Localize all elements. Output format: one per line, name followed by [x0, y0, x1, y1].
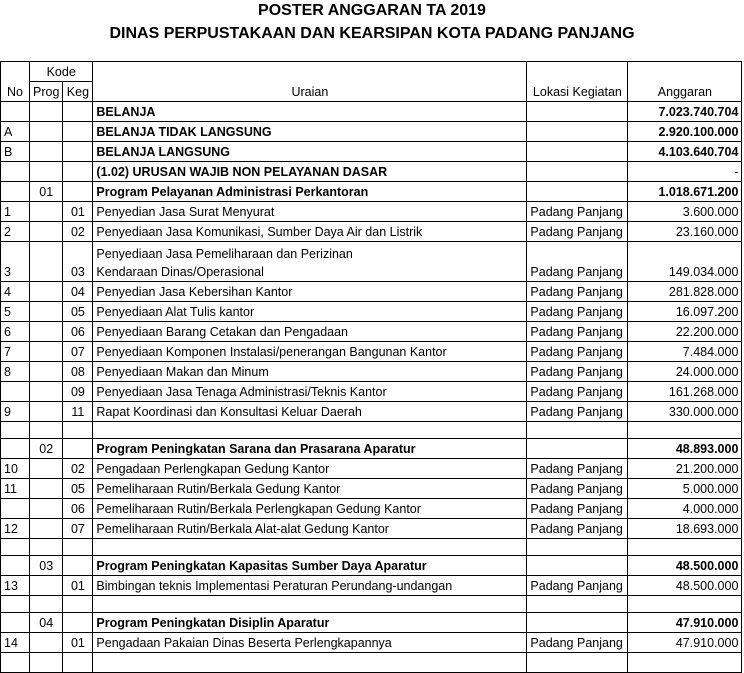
row-keg [63, 439, 93, 459]
program-row [1, 613, 742, 633]
table-row [1, 142, 742, 162]
row-anggaran: 330.000.000 [628, 402, 742, 422]
row-no: 6 [1, 322, 30, 342]
row-keg: 06 [63, 499, 93, 519]
header-uraian: Uraian [93, 62, 527, 102]
row-lokasi [527, 439, 628, 459]
spacer-row [1, 422, 742, 439]
agency-title: DINAS PERPUSTAKAAN DAN KEARSIPAN KOTA PADANG PANJANG [109, 25, 635, 42]
row-prog [30, 222, 63, 242]
header-keg: Keg [63, 82, 93, 102]
table-row [1, 342, 742, 362]
header-no: No [1, 62, 30, 102]
row-no: 12 [1, 519, 30, 539]
row-no: 9 [1, 402, 30, 422]
row-lokasi: Padang Panjang [527, 576, 628, 596]
row-no [1, 382, 30, 402]
row-no: 5 [1, 302, 30, 322]
row-keg [63, 182, 93, 202]
table-row [1, 459, 742, 479]
row-uraian: Penyediaan Makan dan Minum [93, 362, 527, 382]
row-no [1, 613, 30, 633]
table-row [1, 402, 742, 422]
table-row [1, 282, 742, 302]
row-lokasi: Padang Panjang [527, 362, 628, 382]
row-uraian: Penyedian Jasa Surat Menyurat [93, 202, 527, 222]
row-keg: 08 [63, 362, 93, 382]
row-keg: 06 [63, 322, 93, 342]
row-prog: 03 [30, 556, 63, 576]
row-keg: 09 [63, 382, 93, 402]
row-anggaran: 1.018.671.200 [628, 182, 742, 202]
poster-title: POSTER ANGGARAN TA 2019 [258, 2, 486, 19]
row-no: B [1, 142, 30, 162]
row-prog [30, 459, 63, 479]
row-prog [30, 633, 63, 653]
row-no: 10 [1, 459, 30, 479]
header-lokasi: Lokasi Kegiatan [527, 62, 628, 102]
row-prog [30, 576, 63, 596]
row-prog [30, 102, 63, 122]
row-keg: 07 [63, 519, 93, 539]
row-no: 13 [1, 576, 30, 596]
row-prog [30, 342, 63, 362]
row-lokasi: Padang Panjang [527, 242, 628, 282]
row-uraian: BELANJA [93, 102, 527, 122]
row-prog [30, 162, 63, 182]
row-uraian: Program Peningkatan Sarana dan Prasarana Aparatur [93, 439, 527, 459]
row-lokasi [527, 122, 628, 142]
program-row [1, 556, 742, 576]
row-anggaran: 4.000.000 [628, 499, 742, 519]
row-keg [63, 556, 93, 576]
row-no [1, 556, 30, 576]
table-row [1, 162, 742, 182]
row-keg: 05 [63, 302, 93, 322]
table-row [1, 479, 742, 499]
table-row [1, 122, 742, 142]
row-anggaran: 47.910.000 [628, 613, 742, 633]
row-uraian: Pengadaan Perlengkapan Gedung Kantor [93, 459, 527, 479]
row-lokasi: Padang Panjang [527, 302, 628, 322]
row-anggaran: 149.034.000 [628, 242, 742, 282]
row-prog: 02 [30, 439, 63, 459]
row-keg: 01 [63, 633, 93, 653]
row-no [1, 102, 30, 122]
row-anggaran: 3.600.000 [628, 202, 742, 222]
row-prog: 04 [30, 613, 63, 633]
table-row [1, 362, 742, 382]
row-anggaran: 16.097.200 [628, 302, 742, 322]
row-uraian: Program Peningkatan Kapasitas Sumber Daya Aparatur [93, 556, 527, 576]
table-row [1, 202, 742, 222]
row-anggaran: 47.910.000 [628, 633, 742, 653]
row-uraian: Penyediaan Alat Tulis kantor [93, 302, 527, 322]
row-lokasi: Padang Panjang [527, 479, 628, 499]
row-uraian: Program Peningkatan Disiplin Aparatur [93, 613, 527, 633]
row-anggaran: 48.500.000 [628, 576, 742, 596]
row-keg [63, 613, 93, 633]
row-keg [63, 102, 93, 122]
row-uraian: Penyediaan Komponen Instalasi/penerangan Bangunan Kantor [93, 342, 527, 362]
row-no [1, 499, 30, 519]
row-anggaran: - [628, 162, 742, 182]
row-keg [63, 122, 93, 142]
row-keg [63, 142, 93, 162]
row-lokasi: Padang Panjang [527, 342, 628, 362]
row-lokasi [527, 162, 628, 182]
row-prog [30, 322, 63, 342]
row-anggaran: 281.828.000 [628, 282, 742, 302]
row-prog [30, 242, 63, 282]
row-prog [30, 122, 63, 142]
table-row [1, 499, 742, 519]
row-no: 14 [1, 633, 30, 653]
table-row [1, 633, 742, 653]
row-lokasi: Padang Panjang [527, 402, 628, 422]
row-no: 2 [1, 222, 30, 242]
row-prog [30, 402, 63, 422]
row-prog [30, 302, 63, 322]
row-prog [30, 142, 63, 162]
table-row [1, 222, 742, 242]
row-uraian: Penyediaan Jasa Tenaga Administrasi/Teknis Kantor [93, 382, 527, 402]
row-prog [30, 202, 63, 222]
program-row [1, 182, 742, 202]
row-uraian-multiline [93, 242, 527, 282]
row-uraian: BELANJA LANGSUNG [93, 142, 527, 162]
header-row [1, 62, 742, 82]
row-keg: 02 [63, 459, 93, 479]
row-no: 11 [1, 479, 30, 499]
row-no: 8 [1, 362, 30, 382]
row-prog: 01 [30, 182, 63, 202]
row-no [1, 439, 30, 459]
row-keg [63, 162, 93, 182]
row-anggaran: 24.000.000 [628, 362, 742, 382]
table-row [1, 576, 742, 596]
row-uraian: Pemeliharaan Rutin/Berkala Perlengkapan Gedung Kantor [93, 499, 527, 519]
header-kode: Kode [30, 62, 93, 82]
row-keg: 03 [63, 242, 93, 282]
row-uraian: BELANJA TIDAK LANGSUNG [93, 122, 527, 142]
row-anggaran: 7.023.740.704 [628, 102, 742, 122]
spacer-row [1, 596, 742, 613]
row-anggaran: 2.920.100.000 [628, 122, 742, 142]
row-keg: 04 [63, 282, 93, 302]
header-anggaran: Anggaran [628, 62, 742, 102]
row-uraian: Penyediaan Jasa Komunikasi, Sumber Daya Air dan Listrik [93, 222, 527, 242]
row-anggaran: 23.160.000 [628, 222, 742, 242]
row-no: 3 [1, 242, 30, 282]
row-anggaran: 7.484.000 [628, 342, 742, 362]
row-no: 7 [1, 342, 30, 362]
row-uraian-line2: Kendaraan Dinas/Operasional [96, 265, 264, 279]
table-row [1, 102, 742, 122]
row-anggaran: 48.500.000 [628, 556, 742, 576]
row-anggaran: 4.103.640.704 [628, 142, 742, 162]
row-keg: 07 [63, 342, 93, 362]
table-row [1, 322, 742, 342]
row-keg: 05 [63, 479, 93, 499]
budget-table [0, 61, 742, 673]
row-uraian: Pemeliharaan Rutin/Berkala Gedung Kantor [93, 479, 527, 499]
row-lokasi [527, 182, 628, 202]
empty-row [1, 653, 742, 673]
row-prog [30, 519, 63, 539]
row-lokasi: Padang Panjang [527, 282, 628, 302]
row-lokasi: Padang Panjang [527, 633, 628, 653]
row-keg: 01 [63, 576, 93, 596]
row-uraian-line1: Penyediaan Jasa Pemeliharaan dan Perizinan [96, 247, 353, 261]
row-lokasi: Padang Panjang [527, 222, 628, 242]
row-no [1, 162, 30, 182]
row-prog [30, 282, 63, 302]
table-row [1, 382, 742, 402]
row-prog [30, 479, 63, 499]
table-row [1, 242, 742, 282]
program-row [1, 439, 742, 459]
row-uraian: Penyedian Jasa Kebersihan Kantor [93, 282, 527, 302]
table-row [1, 519, 742, 539]
row-anggaran: 161.268.000 [628, 382, 742, 402]
row-no: 1 [1, 202, 30, 222]
row-uraian: Penyediaan Barang Cetakan dan Pengadaan [93, 322, 527, 342]
row-uraian: Pengadaan Pakaian Dinas Beserta Perlengkapannya [93, 633, 527, 653]
row-keg: 11 [63, 402, 93, 422]
row-lokasi [527, 613, 628, 633]
spacer-row [1, 539, 742, 556]
row-anggaran: 18.693.000 [628, 519, 742, 539]
row-no: A [1, 122, 30, 142]
row-prog [30, 362, 63, 382]
row-lokasi: Padang Panjang [527, 322, 628, 342]
row-lokasi: Padang Panjang [527, 382, 628, 402]
row-anggaran: 21.200.000 [628, 459, 742, 479]
row-uraian: Program Pelayanan Administrasi Perkantoran [93, 182, 527, 202]
row-anggaran: 22.200.000 [628, 322, 742, 342]
row-uraian: Rapat Koordinasi dan Konsultasi Keluar Daerah [93, 402, 527, 422]
row-uraian: Bimbingan teknis Implementasi Peraturan Perundang-undangan [93, 576, 527, 596]
row-lokasi: Padang Panjang [527, 202, 628, 222]
row-anggaran: 48.893.000 [628, 439, 742, 459]
row-lokasi: Padang Panjang [527, 459, 628, 479]
row-lokasi: Padang Panjang [527, 519, 628, 539]
row-no: 4 [1, 282, 30, 302]
row-prog [30, 382, 63, 402]
row-uraian: (1.02) URUSAN WAJIB NON PELAYANAN DASAR [93, 162, 527, 182]
table-row [1, 302, 742, 322]
row-keg: 02 [63, 222, 93, 242]
row-lokasi [527, 556, 628, 576]
row-no [1, 182, 30, 202]
row-uraian: Pemeliharaan Rutin/Berkala Alat-alat Gedung Kantor [93, 519, 527, 539]
header-prog: Prog [30, 82, 63, 102]
row-lokasi [527, 102, 628, 122]
row-anggaran: 5.000.000 [628, 479, 742, 499]
row-prog [30, 499, 63, 519]
row-keg: 01 [63, 202, 93, 222]
row-lokasi: Padang Panjang [527, 499, 628, 519]
row-lokasi [527, 142, 628, 162]
